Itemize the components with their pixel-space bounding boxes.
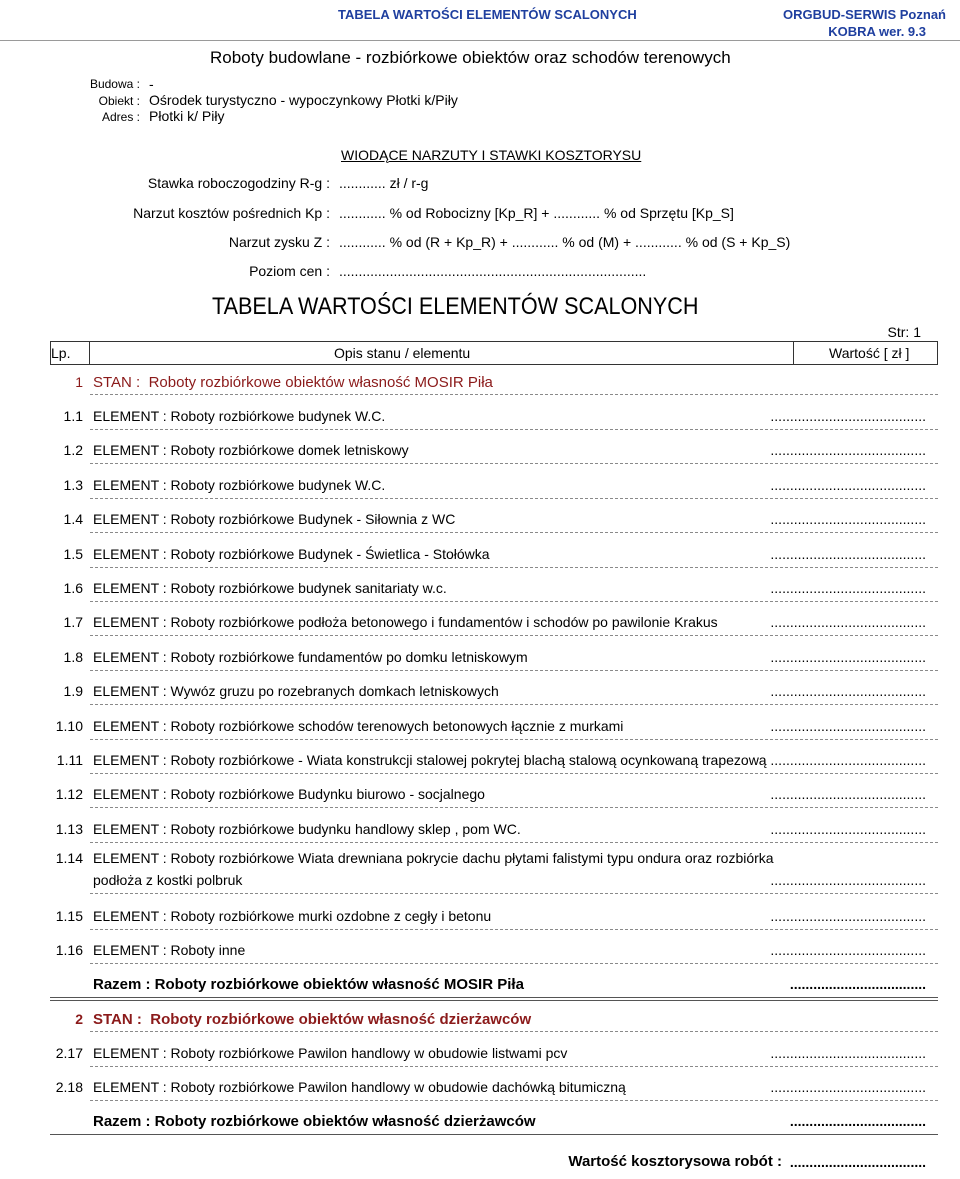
row-text: ELEMENT : Roboty rozbiórkowe Pawilon handlowy w obudowie dachówką bitumiczną: [93, 1079, 626, 1096]
row-divider: [90, 532, 938, 533]
row-text: ELEMENT : Roboty rozbiórkowe budynek W.C.: [93, 408, 386, 424]
row-text: ELEMENT : Roboty rozbiórkowe Wiata drewniana pokrycie dachu płytami falistymi typu ondura oraz rozbiórka: [93, 850, 774, 866]
table-header: [50, 341, 938, 365]
row-value: ........................................: [770, 1045, 926, 1061]
table-row: [0, 1079, 960, 1101]
row-lp: 1.4: [63, 511, 83, 528]
row-text: ELEMENT : Roboty inne: [93, 942, 246, 959]
table-row: [0, 850, 960, 888]
poziom-label: Poziom cen :: [249, 263, 330, 279]
row-lp: 1.6: [63, 580, 83, 596]
razem-label: Razem : Roboty rozbiórkowe obiektów własność MOSIR Piła: [93, 976, 524, 993]
col-opis-header: Opis stanu / elementu: [334, 345, 471, 361]
budowa-label: Budowa :: [89, 77, 140, 91]
row-lp: 1.1: [63, 408, 83, 424]
table-row: [0, 580, 960, 602]
row-lp: 1.3: [63, 476, 83, 493]
rates-heading: WIODĄCE NARZUTY I STAWKI KOSZTORYSU: [341, 147, 642, 163]
row-divider: [90, 635, 938, 636]
table-row: [0, 477, 960, 499]
table-row: [0, 442, 960, 464]
row-divider: [90, 463, 938, 464]
row-value: ........................................: [770, 511, 926, 528]
stan-row: [0, 1011, 960, 1033]
row-divider: [90, 773, 938, 774]
row-divider: [90, 929, 938, 930]
section-divider: [50, 1000, 938, 1001]
row-value: ........................................: [770, 442, 926, 459]
row-text: ELEMENT : Roboty rozbiórkowe budynek sanitariaty w.c.: [93, 580, 447, 596]
row-text: ELEMENT : Roboty rozbiórkowe budynek W.C.: [93, 476, 386, 493]
row-lp: 1.11: [56, 752, 83, 768]
stan-number: 2: [75, 1011, 83, 1027]
row-divider: [90, 1066, 938, 1067]
table-row: [0, 908, 960, 930]
table-row: [0, 408, 960, 430]
rg-value: ............ zł / r-g: [339, 175, 429, 191]
section-divider: [50, 997, 938, 998]
section-divider: [50, 1134, 938, 1135]
row-divider: [90, 394, 938, 395]
row-text: ELEMENT : Roboty rozbiórkowe Budynek - Siłownia z WC: [93, 511, 456, 528]
table-row: [0, 786, 960, 808]
row-value: ........................................: [770, 545, 926, 562]
row-divider: [90, 670, 938, 671]
doc-title: Roboty budowlane - rozbiórkowe obiektów oraz schodów terenowych: [210, 48, 731, 67]
row-text: ELEMENT : Roboty rozbiórkowe budynku handlowy sklep , pom WC.: [93, 820, 521, 837]
adres-value: Płotki k/ Piły: [149, 108, 225, 124]
row-lp: 1.14: [55, 850, 83, 866]
row-text: ELEMENT : Roboty rozbiórkowe Pawilon handlowy w obudowie listwami pcv: [93, 1045, 568, 1061]
row-value: ........................................: [770, 683, 926, 700]
row-lp: 2.17: [55, 1045, 83, 1061]
razem-value: ...................................: [789, 1113, 926, 1129]
kp-value: ............ % od Robocizny [Kp_R] + ............ % od Sprzętu [Kp_S]: [339, 205, 734, 221]
table-title: TABELA WARTOŚCI ELEMENTÓW SCALONYCH: [212, 293, 699, 320]
row-value: ........................................: [770, 614, 926, 631]
row-divider: [90, 1100, 938, 1101]
row-value: ........................................: [770, 872, 926, 888]
stan-number: 1: [75, 374, 83, 390]
razem-value: ...................................: [789, 976, 926, 992]
row-divider: [90, 842, 938, 843]
table-row: [0, 683, 960, 705]
row-divider: [90, 498, 938, 499]
row-text: ELEMENT : Roboty rozbiórkowe domek letniskowy: [93, 442, 409, 459]
row-lp: 1.10: [55, 717, 83, 734]
row-text: ELEMENT : Roboty rozbiórkowe Budynku biurowo - socjalnego: [93, 786, 485, 803]
table-row: [0, 821, 960, 843]
program-version: KOBRA wer. 9.3: [828, 24, 926, 39]
row-value: ........................................: [770, 942, 926, 959]
z-value: ............ % od (R + Kp_R) + ............ % od (M) + ............ % od (S + Kp_S): [339, 234, 791, 250]
row-value: ........................................: [770, 752, 926, 768]
row-lp: 1.5: [63, 545, 83, 562]
total-value: ...................................: [789, 1154, 926, 1170]
row-text-line2: podłoża z kostki polbruk: [93, 872, 243, 888]
row-lp: 2.18: [55, 1079, 83, 1096]
row-divider: [90, 704, 938, 705]
obiekt-value: Ośrodek turystyczno - wypoczynkowy Płotki k/Piły: [149, 92, 458, 108]
row-text: ELEMENT : Roboty rozbiórkowe fundamentów po domku letniskowym: [93, 648, 528, 665]
row-lp: 1.2: [63, 442, 83, 459]
row-lp: 1.9: [63, 683, 83, 700]
row-lp: 1.12: [55, 786, 83, 803]
stan-row: [0, 374, 960, 396]
total-label: Wartość kosztorysowa robót :: [568, 1153, 782, 1170]
row-value: ........................................: [770, 580, 926, 596]
col-lp-header: Lp.: [51, 345, 71, 361]
row-value: ........................................: [770, 717, 926, 734]
row-value: ........................................: [770, 1079, 926, 1096]
table-row: [0, 942, 960, 964]
row-value: ........................................: [770, 476, 926, 493]
budowa-value: -: [149, 76, 154, 92]
row-divider: [90, 429, 938, 430]
company-name: ORGBUD-SERWIS Poznań: [783, 7, 946, 22]
row-divider: [90, 601, 938, 602]
page-number: Str: 1: [887, 324, 921, 340]
row-divider: [90, 567, 938, 568]
kp-label: Narzut kosztów pośrednich Kp :: [133, 205, 330, 221]
razem-label: Razem : Roboty rozbiórkowe obiektów własność dzierżawców: [93, 1113, 536, 1130]
row-value: ........................................: [770, 908, 926, 924]
col-wartosc-header: Wartość [ zł ]: [829, 345, 910, 361]
table-row: [0, 546, 960, 568]
row-lp: 1.15: [55, 908, 83, 924]
row-text: ELEMENT : Roboty rozbiórkowe schodów terenowych betonowych łącznie z murkami: [93, 717, 624, 734]
z-label: Narzut zysku Z :: [228, 234, 330, 250]
row-divider: [90, 963, 938, 964]
row-lp: 1.13: [55, 820, 83, 837]
row-text: ELEMENT : Roboty rozbiórkowe murki ozdobne z cegły i betonu: [93, 908, 492, 924]
table-row: [0, 511, 960, 533]
table-row: [0, 1045, 960, 1067]
row-lp: 1.7: [63, 614, 83, 631]
header-divider: [0, 40, 960, 41]
row-divider: [90, 739, 938, 740]
stan-title: STAN : Roboty rozbiórkowe obiektów własność dzierżawców: [93, 1011, 532, 1028]
row-text: ELEMENT : Roboty rozbiórkowe - Wiata konstrukcji stalowej pokrytej blachą stalową ocynkowaną trapezową: [93, 752, 767, 768]
obiekt-label: Obiekt :: [98, 94, 140, 108]
row-text: ELEMENT : Roboty rozbiórkowe podłoża betonowego i fundamentów i schodów po pawilonie Krakus: [93, 614, 718, 631]
row-lp: 1.8: [63, 648, 83, 665]
razem-row: [0, 976, 960, 998]
row-divider: [90, 807, 938, 808]
stan-title: STAN : Roboty rozbiórkowe obiektów własność MOSIR Piła: [93, 374, 493, 391]
rg-label: Stawka roboczogodziny R-g :: [147, 175, 330, 191]
table-row: [0, 614, 960, 636]
row-text: ELEMENT : Wywóz gruzu po rozebranych domkach letniskowych: [93, 683, 499, 700]
row-value: ........................................: [770, 820, 926, 837]
table-row: [0, 718, 960, 740]
row-value: ........................................: [770, 648, 926, 665]
table-row: [0, 752, 960, 774]
header-title: TABELA WARTOŚCI ELEMENTÓW SCALONYCH: [338, 7, 637, 22]
table-row: [0, 649, 960, 671]
row-lp: 1.16: [55, 942, 83, 959]
razem-row: [0, 1113, 960, 1135]
row-value: ........................................: [770, 408, 926, 424]
row-divider: [90, 1031, 938, 1032]
poziom-value: ...............................................................................: [339, 263, 647, 279]
adres-label: Adres :: [101, 110, 140, 124]
row-value: ........................................: [770, 786, 926, 803]
row-divider: [90, 893, 938, 894]
row-text: ELEMENT : Roboty rozbiórkowe Budynek - Świetlica - Stołówka: [93, 545, 490, 562]
